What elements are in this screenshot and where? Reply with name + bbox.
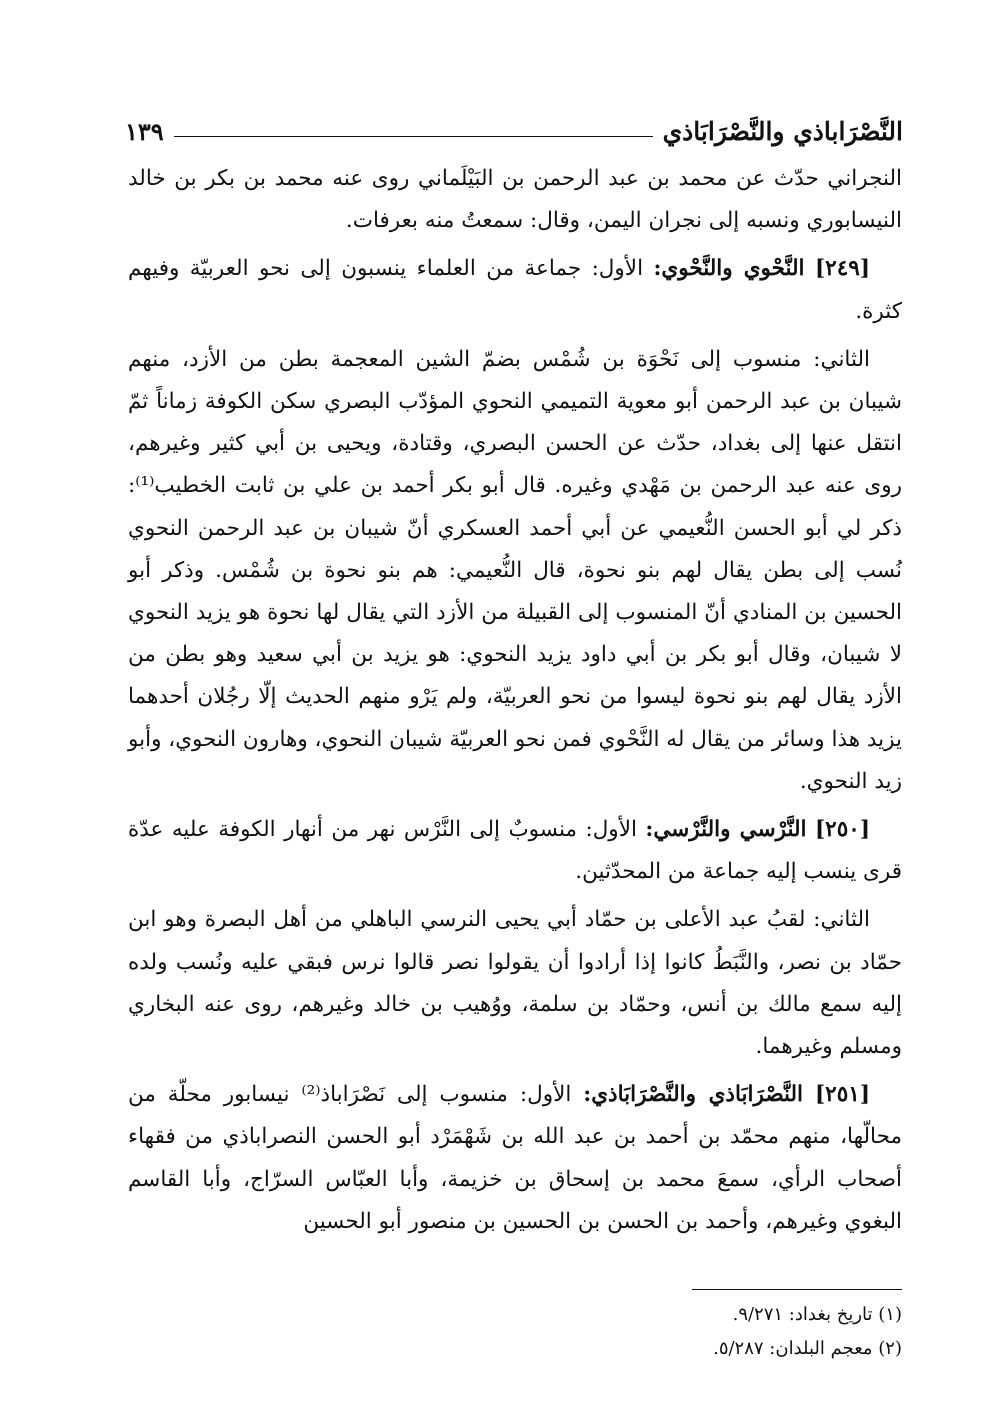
entry-250 xyxy=(128,809,902,893)
footnote-rule xyxy=(692,1289,902,1290)
entry-251 xyxy=(128,1074,902,1243)
footnotes xyxy=(402,1298,902,1366)
footnote-2: (٢) معجم البلدان: ٥/٢٨٧. xyxy=(713,1338,902,1359)
entry-number: [٢٥١] xyxy=(814,1082,870,1108)
entry-text: الأول: منسوب إلى نَصْرَاباذ⁽²⁾ نيسابور محلّة من محالّها، منهم محمّد بن أحمد بن عبد الله بن شَهْمَرْد أبو الحسن النصراباذي من فقهاء أصحاب الرأي، سمعَ محمد بن إسحاق بن خزيمة، وأبا العبّاس السرّاج، وأبا القاسم البغوي وغيرهم، وأحمد بن الحسن بن الحسين بن منصور أبو الحسين xyxy=(128,1082,902,1234)
footnote-1: (١) تاريخ بغداد: ٩/٢٧١. xyxy=(732,1304,902,1325)
page-header xyxy=(125,100,903,144)
entry-number: [٢٥٠] xyxy=(814,817,870,843)
entry-heading: النَّصْرَابَاذي والنَّصْرَابَاذي: xyxy=(583,1082,804,1108)
entry-249 xyxy=(128,248,902,332)
entry-text: الأول: جماعة من العلماء ينسبون إلى نحو العربيّة وفيهم كثرة. xyxy=(128,256,902,324)
entry-heading: النَّرْسي والنَّرْسي: xyxy=(645,817,807,843)
entry-text: الأول: منسوبٌ إلى النَّرْس نهر من أنهار الكوفة عليه عدّة قرى ينسب إليه جماعة من المحدّثين. xyxy=(128,817,902,885)
body-text xyxy=(128,158,902,1249)
header-rule xyxy=(174,136,653,137)
paragraph: الثاني: لقبُ عبد الأعلى بن حمّاد أبي يحيى النرسي الباهلي من أهل البصرة وهو ابن حمّاد بن نصر، والنَّبَطُ كانوا إذا أرادوا أن يقولوا نصر قالوا نرس فبقي عليه ونُسب ولده إليه سمع مالك بن أنس، وحمّاد بن سلمة، ووُهيب بن خالد وغيرهم، روى عنه البخاري ومسلم وغيرهما. xyxy=(128,907,902,1060)
paragraph: الثاني: منسوب إلى نَحْوَة بن شُمْس بضمّ الشين المعجمة بطن من الأزد، منهم شيبان بن عبد الرحمن أبو معوية التميمي النحوي المؤدّب البصري سكن الكوفة زماناً ثمّ انتقل عنها إلى بغداد، حدّث عن الحسن البصري، وقتادة، ويحيى بن أبي كثير وغيرهم، روى عنه عبد الرحمن بن مَهْدي وغيره. قال أبو بكر أحمد بن علي بن ثابت الخطيب⁽¹⁾: ذكر لي أبو الحسن النُّعيمي عن أبي أحمد العسكري أنّ شيبان بن عبد الرحمن النحوي نُسب إلى بطن يقال لهم بنو نحوة، قال النُّعيمي: هم بنو نحوة بن شُمْس. وذكر أبو الحسين بن المنادي أنّ المنسوب إلى القبيلة من الأزد التي يقال لها نحوة هو يزيد النحوي لا شيبان، وقال أبو بكر بن أبي داود يزيد النحوي: هو يزيد بن أبي سعيد وهو بطن من الأزد يقال لهم بنو نحوة ليسوا من نحو العربيّة، ولم يَرْو منهم الحديث إلّا رجُلان أحدهما يزيد هذا وسائر من يقال له النَّحْوي فمن نحو العربيّة شيبان النحوي، وهارون النحوي، وأبو زيد النحوي. xyxy=(128,346,902,794)
entry-number: [٢٤٩] xyxy=(814,256,870,282)
paragraph: النجراني حدّث عن محمد بن عبد الرحمن بن البَيْلَماني روى عنه محمد بن بكر بن خالد النيسابوري ونسبه إلى نجران اليمن، وقال: سمعتُ منه بعرفات. xyxy=(128,166,902,234)
running-title: النَّصْرَاباذي والنَّصْرَابَاذي xyxy=(662,117,903,146)
entry-heading: النَّحْوي والنَّحْوي: xyxy=(653,256,805,282)
page-number: ١٣٩ xyxy=(125,117,164,146)
